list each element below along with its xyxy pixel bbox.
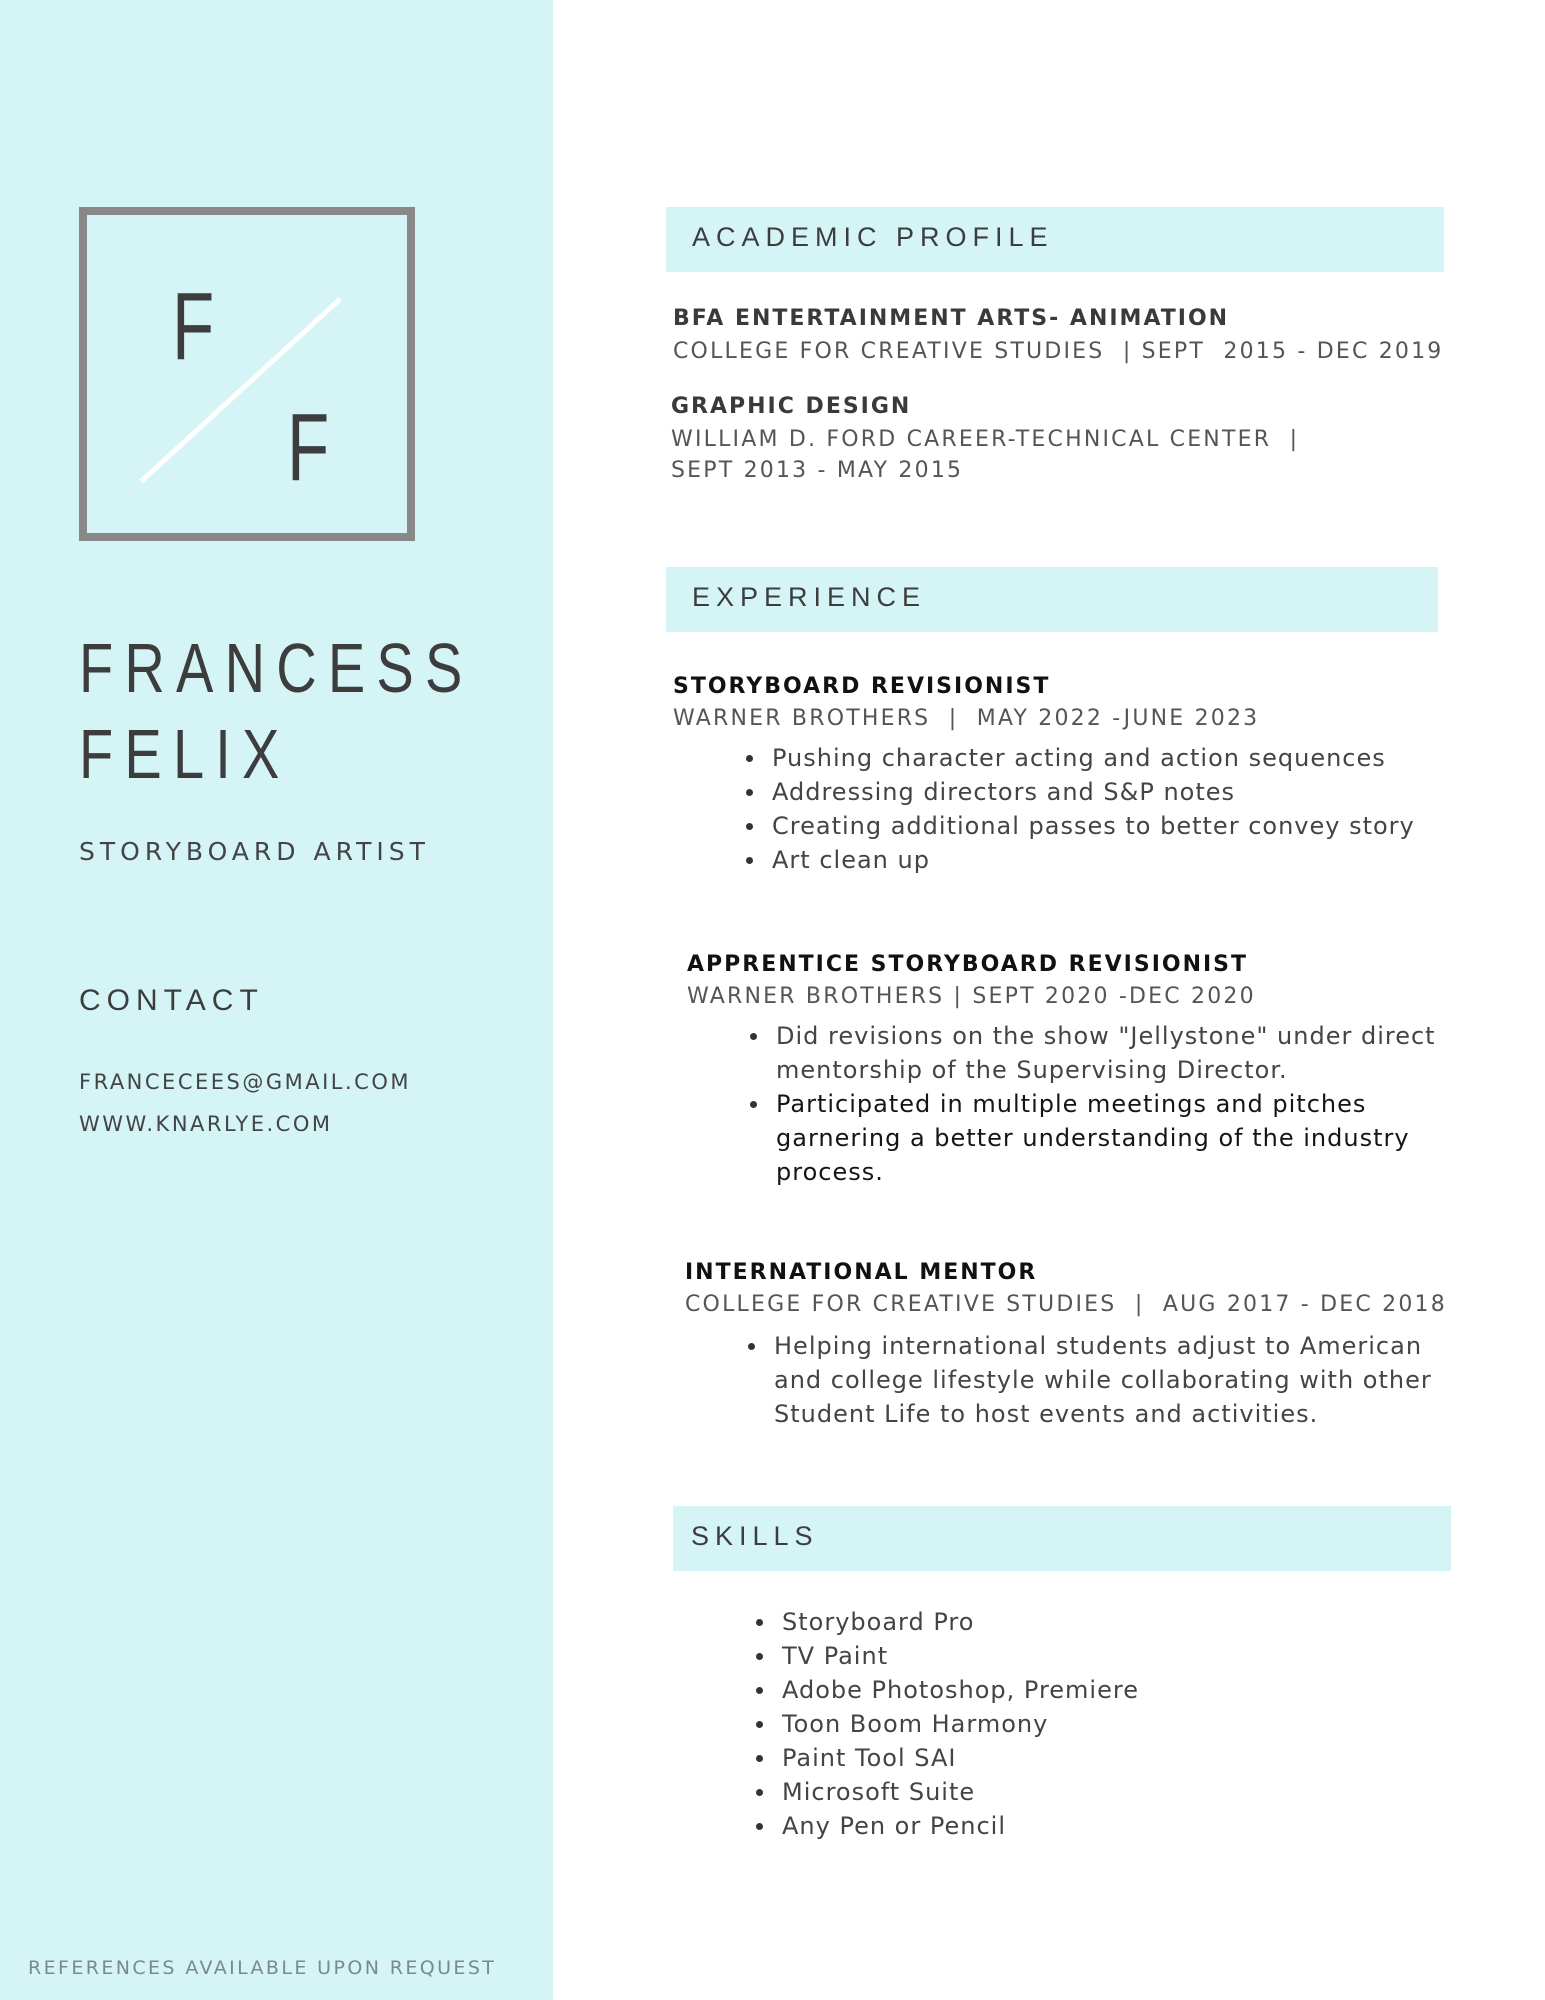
name-first: FRANCESS xyxy=(79,629,474,707)
academic-entry-dates: SEPT 2013 - MAY 2015 xyxy=(671,458,964,483)
list-item: Any Pen or Pencil xyxy=(754,1809,1354,1843)
name-last: FELIX xyxy=(79,715,291,793)
academic-entry-title: GRAPHIC DESIGN xyxy=(671,394,912,419)
list-item: Paint Tool SAI xyxy=(754,1741,1354,1775)
experience-section-header xyxy=(666,567,1438,632)
skills-list xyxy=(754,1605,1354,1843)
list-item: Pushing character acting and action sequences xyxy=(744,741,1464,775)
academic-section-header xyxy=(666,207,1444,272)
academic-entry-detail: COLLEGE FOR CREATIVE STUDIES | SEPT 2015 - DEC 2019 xyxy=(673,339,1444,364)
skills-heading: SKILLS xyxy=(691,1521,819,1551)
experience-heading: EXPERIENCE xyxy=(692,582,927,612)
list-item: Participated in multiple meetings and pitches garnering a better understanding of the industry process. xyxy=(748,1087,1448,1189)
list-item: Storyboard Pro xyxy=(754,1605,1354,1639)
monogram-letter-top: F xyxy=(172,273,215,380)
job-detail: WARNER BROTHERS | MAY 2022 -JUNE 2023 xyxy=(673,706,1260,731)
full-name xyxy=(79,625,539,797)
contact-email[interactable]: FRANCECEES@GMAIL.COM xyxy=(79,1070,411,1094)
list-item: Creating additional passes to better convey story xyxy=(744,809,1464,843)
job-title-entry: INTERNATIONAL MENTOR xyxy=(685,1260,1038,1285)
job-title-entry: STORYBOARD REVISIONIST xyxy=(673,674,1051,699)
contact-website[interactable]: WWW.KNARLYE.COM xyxy=(79,1112,333,1136)
list-item: Microsoft Suite xyxy=(754,1775,1354,1809)
job-bullets xyxy=(748,1019,1448,1189)
list-item: TV Paint xyxy=(754,1639,1354,1673)
job-title: STORYBOARD ARTIST xyxy=(79,837,430,866)
academic-entry-title: BFA ENTERTAINMENT ARTS- ANIMATION xyxy=(673,306,1230,331)
list-item: Addressing directors and S&P notes xyxy=(744,775,1464,809)
monogram-letter-bottom: F xyxy=(287,394,330,501)
contact-heading: CONTACT xyxy=(79,984,264,1017)
skills-section-header xyxy=(673,1506,1451,1571)
list-item: Did revisions on the show "Jellystone" under direct mentorship of the Supervising Director. xyxy=(748,1019,1448,1087)
job-bullets xyxy=(744,741,1464,877)
job-title-entry: APPRENTICE STORYBOARD REVISIONIST xyxy=(687,952,1249,977)
references-note: REFERENCES AVAILABLE UPON REQUEST xyxy=(28,1957,497,1979)
job-detail: WARNER BROTHERS | SEPT 2020 -DEC 2020 xyxy=(687,984,1256,1009)
list-item: Adobe Photoshop, Premiere xyxy=(754,1673,1354,1707)
list-item: Toon Boom Harmony xyxy=(754,1707,1354,1741)
list-item: Helping international students adjust to American and college lifestyle while collaborating with other Student Life to host events and activities. xyxy=(746,1329,1446,1431)
job-bullets xyxy=(746,1329,1446,1431)
sidebar xyxy=(0,0,553,2000)
monogram-logo xyxy=(79,207,415,541)
job-detail: COLLEGE FOR CREATIVE STUDIES | AUG 2017 - DEC 2018 xyxy=(685,1292,1447,1317)
academic-heading: ACADEMIC PROFILE xyxy=(692,222,1054,252)
academic-entry-detail: WILLIAM D. FORD CAREER-TECHNICAL CENTER | xyxy=(671,427,1300,452)
list-item: Art clean up xyxy=(744,843,1464,877)
